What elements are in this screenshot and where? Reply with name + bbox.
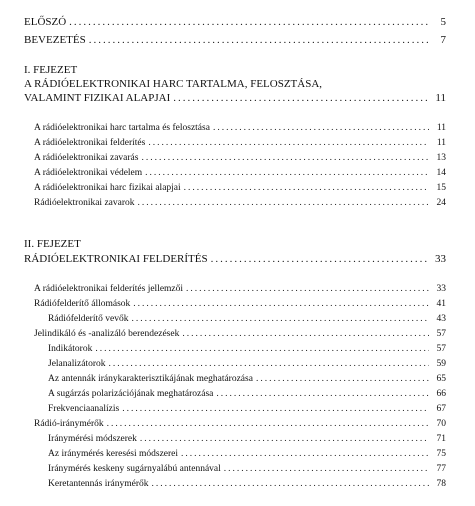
- toc-entry-page: 11: [436, 123, 446, 133]
- chapter-2-title: [24, 253, 446, 266]
- chapter-2-title-label: RÁDIÓELEKTRONIKAI FELDERÍTÉS: [24, 253, 208, 265]
- toc-entry-label: Keretantennás iránymérők: [48, 479, 149, 489]
- toc-entry-page: 57: [436, 344, 446, 354]
- toc-entry-page: 14: [436, 168, 446, 178]
- toc-entry-page: 59: [436, 359, 446, 369]
- leader-dots: [133, 298, 429, 311]
- leader-dots: [122, 403, 429, 416]
- leader-dots: [216, 388, 429, 401]
- leader-dots: [140, 433, 429, 446]
- chapter-1-title-page: 11: [435, 92, 446, 104]
- toc-entry-page: 71: [436, 434, 446, 444]
- leader-dots: [256, 373, 429, 386]
- chapter-2-number: II. FEJEZET: [24, 238, 81, 250]
- toc-entry: [48, 448, 446, 461]
- leader-dots: [211, 253, 429, 266]
- toc-entry: [34, 283, 446, 296]
- toc-entry-page: 77: [436, 464, 446, 474]
- toc-entry-bevezetes: [24, 34, 446, 47]
- toc-entry: [34, 167, 446, 180]
- toc-entry-label: Az iránymérés keresési módszerei: [48, 449, 179, 459]
- toc-entry-label: A rádióelektronikai felderítés jellemzői: [34, 284, 184, 294]
- toc-entry-page: 5: [440, 16, 446, 28]
- toc-entry-label: Rádiófelderítő vevők: [48, 314, 129, 324]
- toc-entry-label: Rádió-iránymérők: [34, 419, 104, 429]
- leader-dots: [173, 92, 429, 105]
- chapter-1-number: I. FEJEZET: [24, 64, 78, 76]
- toc-entry: [34, 298, 446, 311]
- toc-entry-page: 13: [436, 153, 446, 163]
- toc-entry-label: BEVEZETÉS: [24, 34, 86, 46]
- leader-dots: [109, 358, 429, 371]
- toc-entry: [48, 433, 446, 446]
- toc-entry: [48, 388, 446, 401]
- toc-entry-page: 24: [436, 198, 446, 208]
- toc-entry-page: 11: [436, 138, 446, 148]
- toc-entry-label: Rádiófelderítő állomások: [34, 299, 131, 309]
- leader-dots: [184, 182, 429, 195]
- toc-entry-page: 67: [436, 404, 446, 414]
- toc-entry: [48, 313, 446, 326]
- toc-entry-label: A rádióelektronikai harc fizikai alapjai: [34, 183, 181, 193]
- toc-entry-page: 15: [436, 183, 446, 193]
- toc-entry: [34, 152, 446, 165]
- toc-entry-label: A rádióelektronikai felderítés: [34, 138, 146, 148]
- toc-entry-label: Iránymérés keskeny sugárnyalábú antennával: [48, 464, 221, 474]
- toc-entry-label: A rádióelektronikai védelem: [34, 168, 143, 178]
- toc-entry-page: 70: [436, 419, 446, 429]
- toc-entry: [34, 418, 446, 431]
- toc-entry-eloszo: [24, 16, 446, 29]
- toc-entry-page: 33: [436, 284, 446, 294]
- leader-dots: [89, 34, 429, 47]
- chapter-1-title-line2: [24, 92, 446, 105]
- leader-dots: [95, 343, 429, 356]
- toc-entry-page: 75: [436, 449, 446, 459]
- toc-entry: [48, 478, 446, 491]
- leader-dots: [145, 167, 429, 180]
- toc-entry-label: Jelindikáló és -analizáló berendezések: [34, 329, 180, 339]
- toc-entry: [34, 122, 446, 135]
- leader-dots: [224, 463, 429, 476]
- toc-entry-label: Jelanalizátorok: [48, 359, 106, 369]
- toc-entry: [48, 403, 446, 416]
- toc-entry-page: 7: [440, 34, 446, 46]
- toc-entry-label: Iránymérési módszerek: [48, 434, 137, 444]
- toc-entry: [34, 328, 446, 341]
- leader-dots: [182, 328, 429, 341]
- toc-entry-page: 66: [436, 389, 446, 399]
- toc-entry-label: A rádióelektronikai harc tartalma és felosztása: [34, 123, 210, 133]
- chapter-1-title-label: VALAMINT FIZIKAI ALAPJAI: [24, 92, 171, 104]
- leader-dots: [181, 448, 429, 461]
- toc-entry-page: 41: [436, 299, 446, 309]
- leader-dots: [148, 137, 429, 150]
- leader-dots: [131, 313, 429, 326]
- toc-entry: [34, 137, 446, 150]
- toc-entry: [48, 343, 446, 356]
- leader-dots: [213, 122, 429, 135]
- toc-entry-label: Rádióelektronikai zavarok: [34, 198, 135, 208]
- toc-entry-label: Frekvenciaanalízis: [48, 404, 120, 414]
- toc-entry: [48, 358, 446, 371]
- toc-entry-label: Az antennák iránykarakterisztikájának meghatározása: [48, 374, 253, 384]
- toc-entry-page: 65: [436, 374, 446, 384]
- chapter-1-title-line1: A RÁDIÓELEKTRONIKAI HARC TARTALMA, FELOSZTÁSA,: [24, 78, 323, 90]
- toc-entry: [48, 463, 446, 476]
- leader-dots: [186, 283, 429, 296]
- leader-dots: [138, 197, 429, 210]
- leader-dots: [107, 418, 429, 431]
- toc-entry-page: 57: [436, 329, 446, 339]
- leader-dots: [69, 16, 429, 29]
- toc-entry: [34, 197, 446, 210]
- leader-dots: [141, 152, 429, 165]
- toc-entry: [48, 373, 446, 386]
- toc-entry-label: A sugárzás polarizációjának meghatározása: [48, 389, 214, 399]
- leader-dots: [152, 478, 430, 491]
- toc-entry-label: Indikátorok: [48, 344, 93, 354]
- toc-entry-label: ELŐSZÓ: [24, 16, 67, 28]
- toc-entry-page: 43: [436, 314, 446, 324]
- toc-entry-page: 78: [436, 479, 446, 489]
- chapter-2-title-page: 33: [435, 253, 446, 265]
- toc-entry-label: A rádióelektronikai zavarás: [34, 153, 139, 163]
- toc-entry: [34, 182, 446, 195]
